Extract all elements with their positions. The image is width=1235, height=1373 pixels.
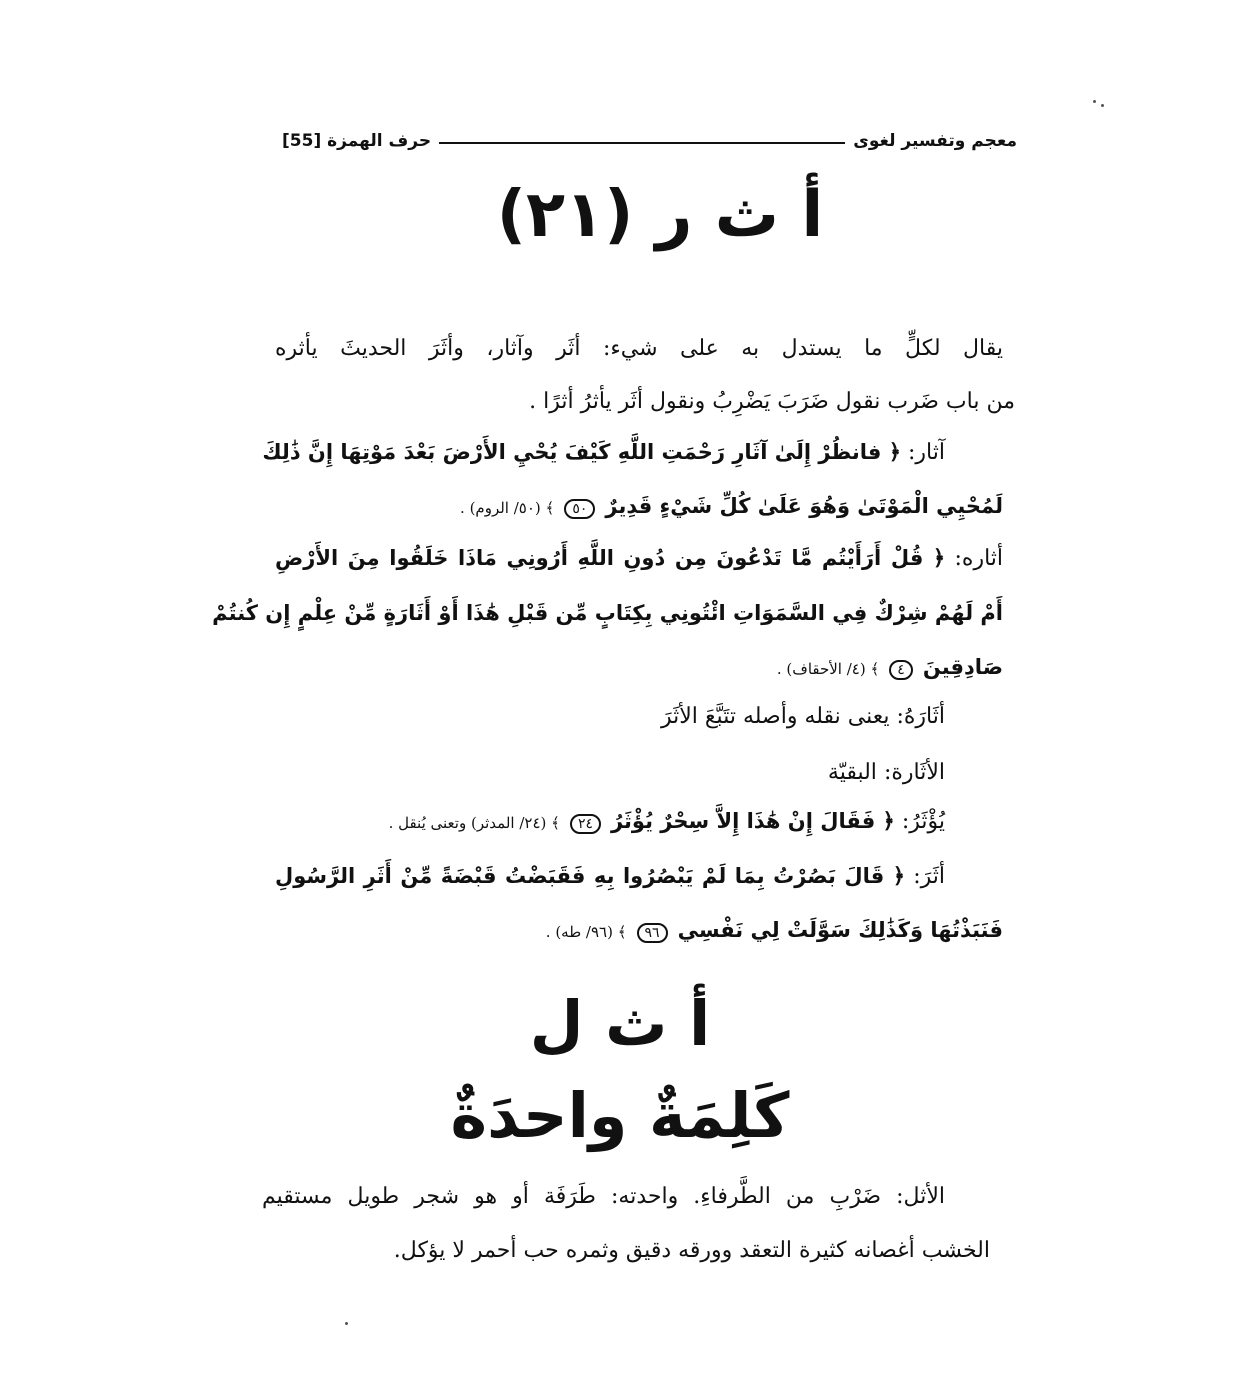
intro-line-2 <box>529 391 1015 413</box>
verse-text: لَمُحْيِي الْمَوْتَىٰ وَهُوَ عَلَىٰ كُلِّ شَيْءٍ قَدِيرٌ <box>605 494 1003 518</box>
verse-text: فَنَبَذْتُهَا وَكَذَٰلِكَ سَوَّلَتْ لِي نَفْسِي <box>677 918 1003 942</box>
entry-label: يُؤْثَرُ: <box>901 809 945 834</box>
entry-al-atharah <box>828 762 945 784</box>
entry-athar-line-1 <box>262 440 945 465</box>
running-header <box>282 126 1017 156</box>
verse-reference: ﴾ (٥٠/ الروم) . <box>460 499 555 517</box>
ayah-number-badge: ٩٦ <box>637 923 668 943</box>
entry-label: آثار: <box>908 440 945 465</box>
verse-text: ﴿ قُلْ أَرَأَيْتُم مَّا تَدْعُونَ مِن دُونِ اللَّهِ أَرُونِي مَاذَا خَلَقُوا مِنَ الأَرْضِ <box>275 546 946 570</box>
entry-label: أثَرَ: <box>913 864 945 889</box>
entry-label: أثاره: <box>954 546 1004 571</box>
entry-atharah-line-3 <box>777 657 1003 680</box>
root2-subtitle: كَلِمَةٌ واحدَةٌ <box>450 1079 790 1152</box>
root-heading: أ ث ر (٢١) <box>496 178 824 252</box>
verse-text: ﴿ فَقَالَ إِنْ هَٰذَا إِلاَّ سِحْرٌ يُؤْثَرُ <box>610 809 895 833</box>
athl-text-1: الأثل: ضَرْبِ من الطَّرفاءِ. واحدته: طَرَفَة أو هو شجر طويل مستقيم <box>262 1184 945 1209</box>
entry-label: الأثَارة: <box>883 760 945 785</box>
entry-atharah-line-1 <box>275 548 1003 570</box>
scan-speck <box>1101 104 1104 107</box>
verse-text: أَمْ لَهُمْ شِرْكٌ فِي السَّمَوَاتِ ائْتُونِي بِكِتَابٍ مِّن قَبْلِ هَٰذَا أَوْ أَثَارَةٍ مِّنْ عِلْمٍ إِن كُنتُمْ <box>212 601 1003 625</box>
ayah-number-badge: ٢٤ <box>570 814 601 834</box>
entry-athar2-line-2 <box>546 920 1003 943</box>
header-rule <box>439 142 845 144</box>
verse-text: صَادِقِينَ <box>922 655 1003 679</box>
entry-label: أثَارَهُ: <box>896 704 945 729</box>
page-label: حرف الهمزة [55] <box>282 131 432 151</box>
verse-reference: ﴾ (٩٦/ طه) . <box>545 923 627 941</box>
entry-text: البقيّة <box>827 760 877 785</box>
verse-reference: ﴾ (٢٤/ المدثر) وتعنى يُنقل . <box>388 814 560 832</box>
entry-text: يعنى نقله وأصله تتَبَّعَ الأثَرَ <box>660 704 890 729</box>
verse-text: ﴿ قَالَ بَصُرْتُ بِمَا لَمْ يَبْصُرُوا بِهِ فَقَبَضْتُ قَبْضَةً مِّنْ أَثَرِ الرَّسُولِ <box>275 864 906 888</box>
intro-text-1: يقال لكلٍّ ما يستدل به على شيء: أثَر وآثار، وأثَرَ الحديثَ يأثره <box>275 336 1003 361</box>
root2-heading: أ ث ل <box>529 987 711 1060</box>
entry-athar2-line-1 <box>275 866 945 888</box>
scan-speck <box>1093 100 1096 103</box>
book-title: معجم وتفسير لغوى <box>853 131 1017 151</box>
verse-text: ﴿ فانظُرْ إِلَىٰ آثَارِ رَحْمَتِ اللَّهِ كَيْفَ يُحْيِ الأَرْضَ بَعْدَ مَوْتِهَا إِنَّ ذَٰلِكَ <box>262 440 902 464</box>
athl-text-2: الخشب أغصانه كثيرة التعقد وورقه دقيق وثمره حب أحمر لا يؤكل. <box>393 1238 990 1263</box>
entry-atharahu <box>661 706 945 728</box>
ayah-number-badge: ٤ <box>889 660 913 680</box>
athl-line-1 <box>262 1186 945 1208</box>
entry-atharah-line-2 <box>212 601 1003 625</box>
scan-speck <box>345 1322 348 1325</box>
intro-text-2: من باب ضَرب نقول ضَرَبَ يَضْرِبُ ونقول أثَر يأثرُ أثرًا . <box>529 389 1015 414</box>
verse-reference: ﴾ (٤/ الأحقاف) . <box>776 660 880 678</box>
intro-line-1 <box>275 338 1003 360</box>
entry-athar-line-2 <box>460 496 1003 519</box>
entry-yuthar <box>389 811 945 834</box>
ayah-number-badge: ٥٠ <box>564 499 595 519</box>
athl-line-2 <box>394 1240 990 1262</box>
